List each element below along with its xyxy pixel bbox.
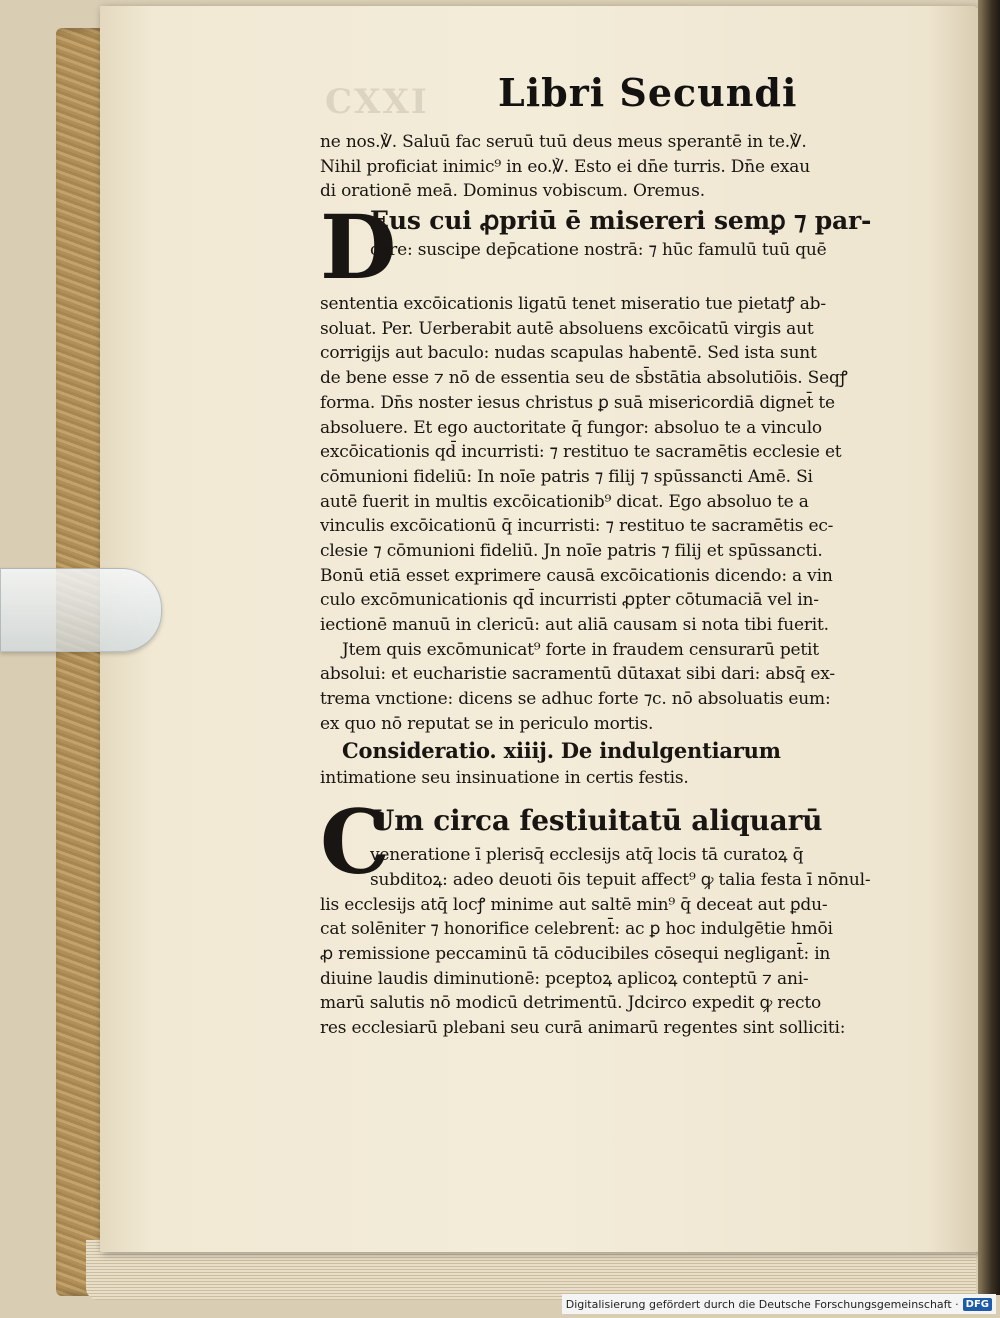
text-line: ꝓ remissione peccaminū tā cōducibiles cōsequi negligant̄: in xyxy=(320,943,831,964)
text-line: cat solēniter ⁊ honorifice celebrent̄: ac ꝑ hoc indulgētie hmōi xyxy=(320,919,833,940)
credit-text: Digitalisierung gefördert durch die Deutsche Forschungsgemeinschaft · xyxy=(565,1297,959,1311)
bleed-through-folio: CXXI xyxy=(325,82,429,122)
paragraph-1 xyxy=(320,130,900,204)
text-line: veneratione ī plerisq̄ ecclesijs atq̄ locis tā curatoꝝ q̄ xyxy=(370,845,804,866)
paragraph-cum xyxy=(320,799,900,1041)
text-line: absoluere. Et ego auctoritate q̄ fungor: absoluo te a vinculo xyxy=(320,417,822,438)
text-line: excōicationis qd̄ incurristi: ⁊ restituo te sacramētis ecclesie et xyxy=(320,442,842,463)
text-line: Um circa festiuitatū aliquarū xyxy=(370,804,823,838)
text-line: diuine laudis diminutionē: pceptoꝝ aplicoꝝ conteptū ⁊ ani- xyxy=(320,968,809,989)
text-line: ne nos.℣. Saluū fac seruū tuū deus meus sperantē in te.℣. xyxy=(320,132,807,152)
paragraph-3 xyxy=(320,638,900,737)
text-line: di orationē meā. Dominus vobiscum. Oremus. xyxy=(320,181,705,202)
drop-initial-c: C xyxy=(320,799,391,895)
text-line: de bene esse ⁊ nō de essentia seu de sb̄stātia absolutiōis. Seqꝭ xyxy=(320,368,848,389)
page-clip xyxy=(0,568,162,652)
facing-page-edge xyxy=(978,0,1000,1295)
text-line: lis ecclesijs atq̄ locꝭ minime aut saltē min⁹ q̄ deceat aut ꝑdu- xyxy=(320,894,828,915)
text-line: clesie ⁊ cōmunioni fideliū. Jn noīe patris ⁊ filij et spūssancti. xyxy=(320,540,823,561)
text-line: marū salutis nō modicū detrimentū. Jdcirco expedit ꝙ recto xyxy=(320,993,821,1014)
text-line: ex quo nō reputat se in periculo mortis. xyxy=(320,713,654,734)
digitization-credit xyxy=(562,1294,996,1314)
text-line: trema vnctione: dicens se adhuc forte ⁊c. nō absoluatis eum: xyxy=(320,689,831,710)
text-line: absolui: et eucharistie sacramentū dūtaxat sibi dari: absq̄ ex- xyxy=(320,664,835,685)
text-line: autē fuerit in multis excōicationib⁹ dicat. Ego absoluo te a xyxy=(320,491,809,512)
text-line: Eus cui ꝓpriū ē misereri semꝑ ⁊ par- xyxy=(370,206,872,236)
text-line: sententia excōicationis ligatū tenet miseratio tue pietatꝭ ab- xyxy=(320,294,826,315)
heading-line: intimatione seu insinuatione in certis festis. xyxy=(320,768,689,789)
text-block xyxy=(320,130,900,1041)
section-heading xyxy=(320,736,900,791)
text-line: corrigijs aut baculo: nudas scapulas habentē. Sed ista sunt xyxy=(320,343,817,364)
heading-line: Consideratio. xiiij. De indulgentiarum xyxy=(342,738,781,764)
text-line: vinculis excōicationū q̄ incurristi: ⁊ restituo te sacramētis ec- xyxy=(320,516,834,537)
running-head: Libri Secundi xyxy=(498,70,798,115)
text-line: Bonū etiā esset exprimere causā excōicationis dicendo: a vin xyxy=(320,565,833,586)
dfg-logo-icon[interactable]: DFG xyxy=(963,1298,992,1311)
text-line: culo excōmunicationis qd̄ incurristi ꝓpter cōtumaciā vel in- xyxy=(320,590,819,611)
paragraph-2 xyxy=(320,292,900,638)
text-line: soluat. Per. Uerberabit autē absoluens excōicatū virgis aut xyxy=(320,318,814,339)
text-line: cere: suscipe dep̄catione nostrā: ⁊ hūc famulū tuū quē xyxy=(370,240,827,261)
text-line: cōmunioni fideliū: In noīe patris ⁊ filij ⁊ spūssancti Amē. Si xyxy=(320,466,813,487)
drop-initial-d: D xyxy=(320,204,397,287)
text-line: Nihil proficiat inimic⁹ in eo.℣. Esto ei dn̄e turris. Dn̄e exau xyxy=(320,156,810,177)
text-line: iectionē manuū in clericū: aut aliā causam si nota tibi fuerit. xyxy=(320,615,829,635)
text-line: subditoꝝ: adeo deuoti ōis tepuit affect⁹ ꝙ talia festa ī nōnul- xyxy=(370,869,871,890)
text-line: res ecclesiarū plebani seu curā animarū regentes sint solliciti: xyxy=(320,1017,846,1038)
text-line: Jtem quis excōmunicat⁹ forte in fraudem censurarū petit xyxy=(342,639,819,660)
text-line: forma. Dn̄s noster iesus christus ꝑ suā misericordiā dignet̄ te xyxy=(320,392,835,413)
paragraph-deus xyxy=(320,204,900,286)
